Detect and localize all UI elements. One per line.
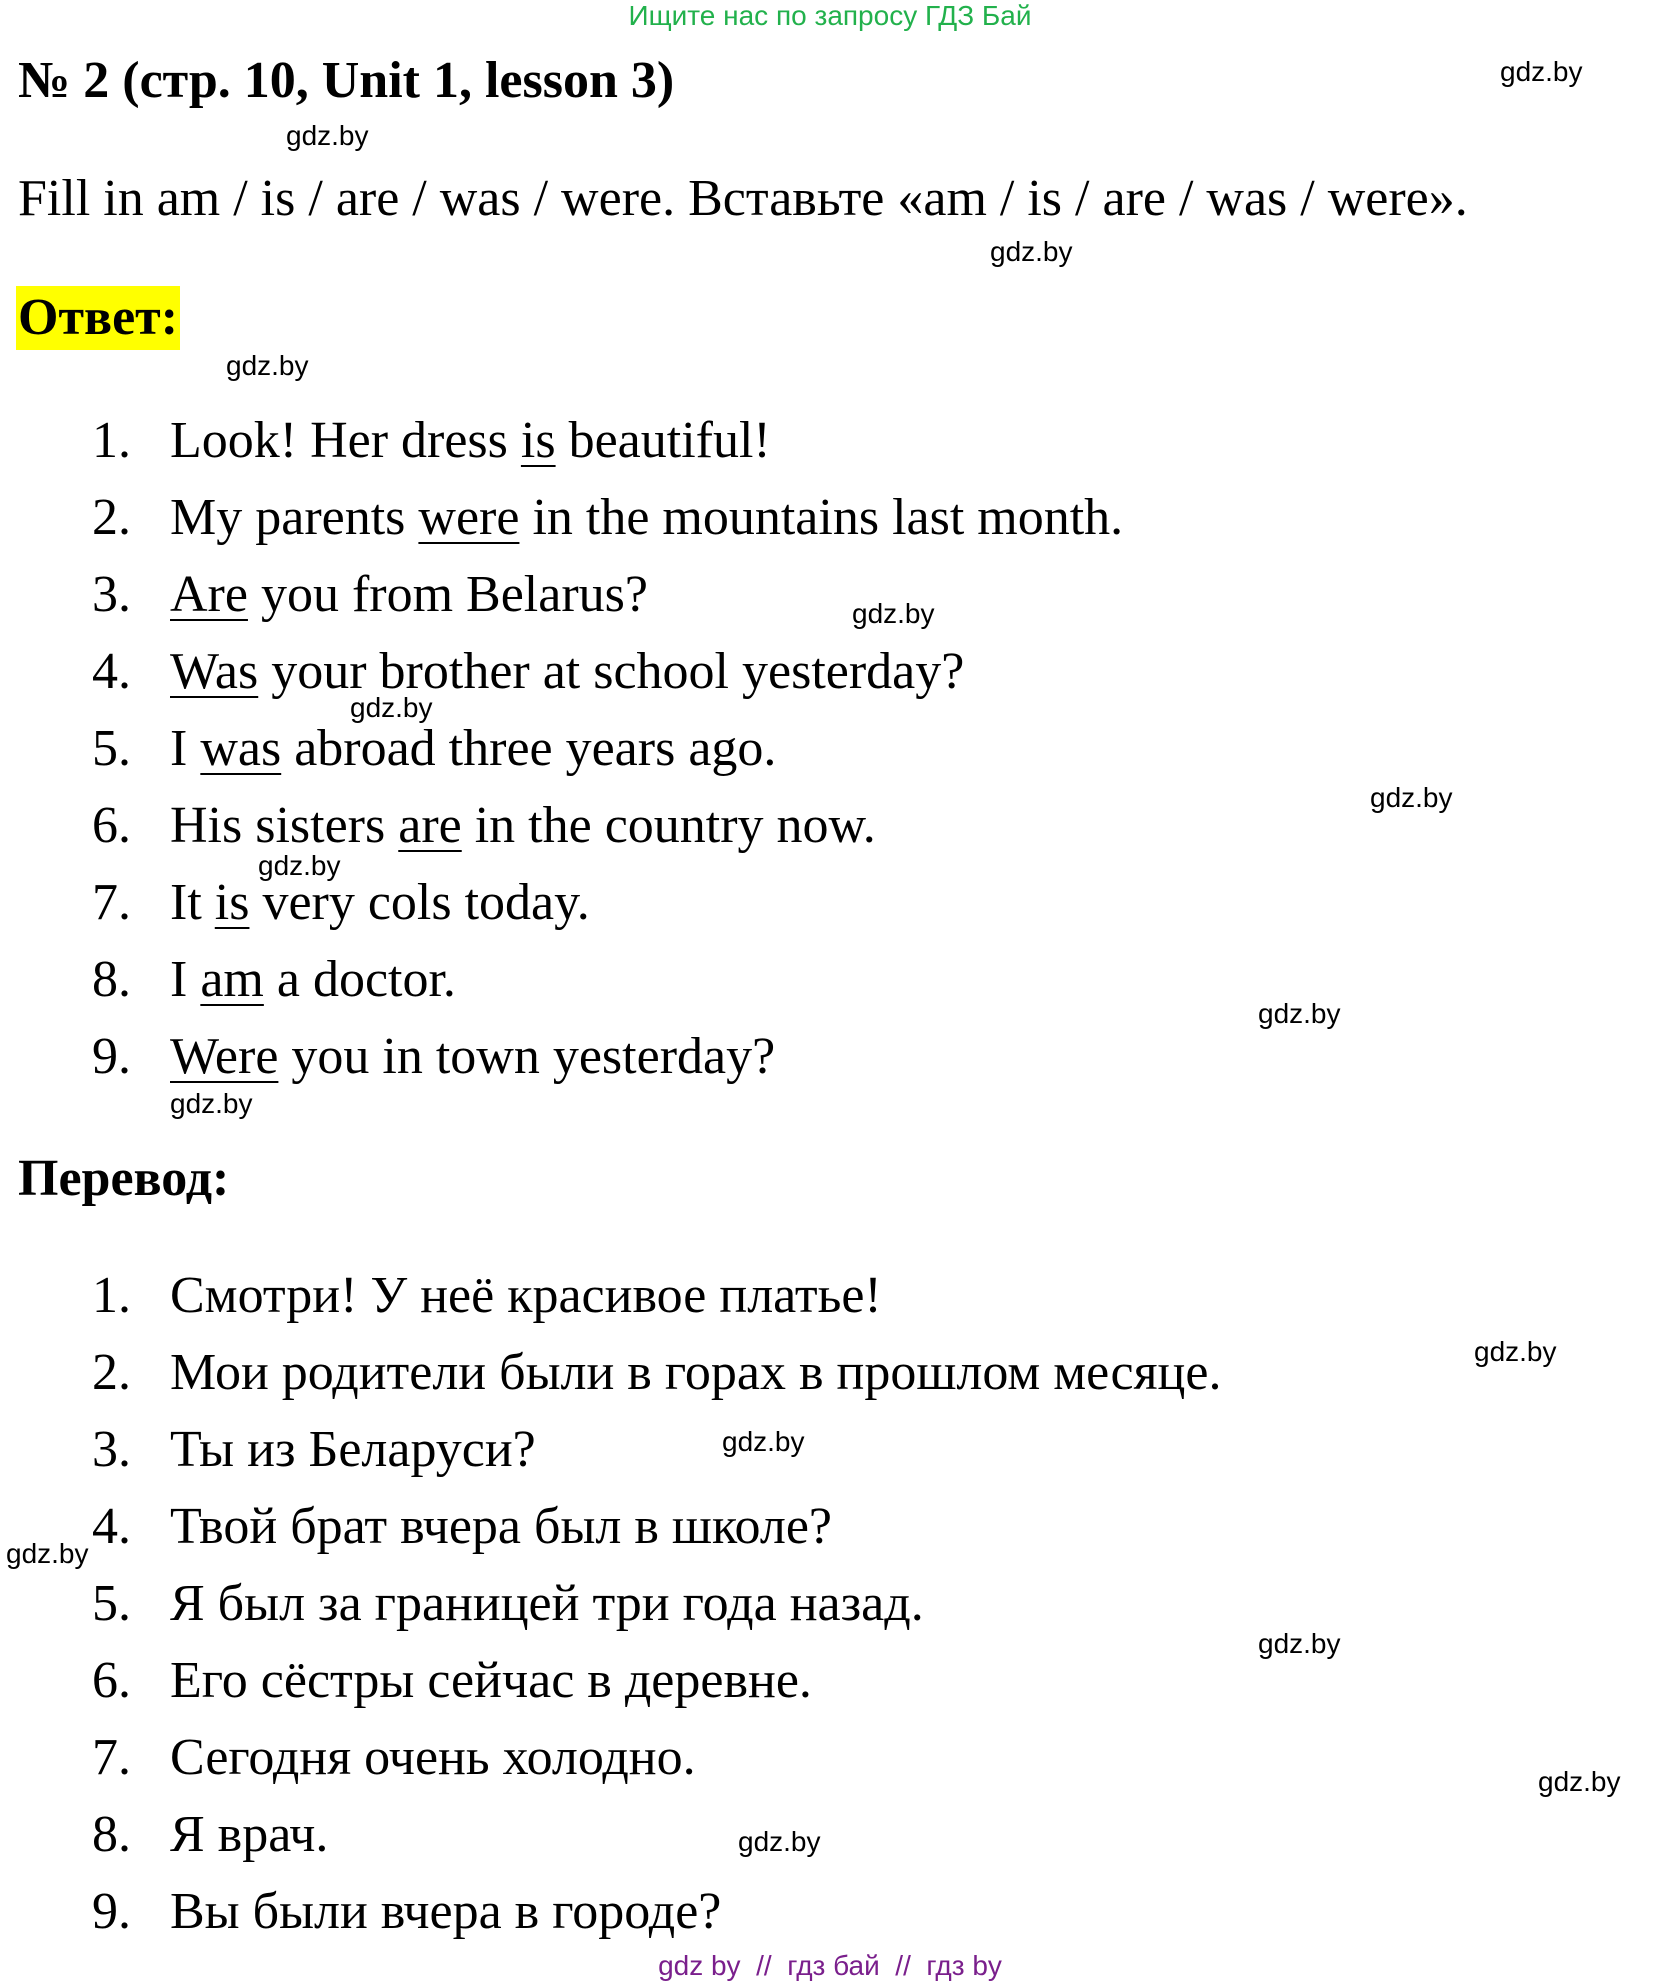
answer-heading: Ответ: (16, 286, 180, 350)
footer-links[interactable]: gdz by // гдз бай // гдз by (658, 1950, 1002, 1981)
item-number: 2. (92, 1344, 131, 1401)
item-number: 6. (92, 1652, 131, 1709)
translation-sentence: Его сёстры сейчас в деревне. (170, 1652, 812, 1709)
answer-sentence: I am a doctor. (170, 951, 456, 1008)
watermark: gdz.by (722, 1426, 805, 1457)
answer-sentence: My parents were in the mountains last month. (170, 489, 1124, 546)
filled-verb: were (418, 489, 520, 546)
translation-sentence: Смотри! У неё красивое платье! (170, 1267, 882, 1324)
filled-verb: are (398, 797, 462, 854)
translation-sentence: Твой брат вчера был в школе? (170, 1498, 832, 1555)
watermark: gdz.by (1370, 782, 1453, 813)
translation-sentence: Мои родители были в горах в прошлом месяце. (170, 1344, 1222, 1401)
top-banner[interactable]: Ищите нас по запросу ГДЗ Бай (628, 0, 1032, 31)
item-number: 7. (92, 1729, 131, 1786)
answer-sentence: Are you from Belarus? (170, 566, 648, 623)
item-number: 7. (92, 874, 131, 931)
translation-sentence: Ты из Беларуси? (170, 1421, 536, 1478)
answer-sentence: I was abroad three years ago. (170, 720, 777, 777)
item-number: 9. (92, 1028, 131, 1085)
watermark: gdz.by (350, 692, 433, 723)
answer-sentence: Was your brother at school yesterday? (170, 643, 965, 700)
item-number: 4. (92, 1498, 131, 1555)
watermark: gdz.by (852, 598, 935, 629)
watermark: gdz.by (1474, 1336, 1557, 1367)
answer-sentence: His sisters are in the country now. (170, 797, 876, 854)
watermark: gdz.by (1258, 1628, 1341, 1659)
item-number: 1. (92, 412, 131, 469)
item-number: 8. (92, 951, 131, 1008)
filled-verb: is (214, 874, 250, 931)
item-number: 3. (92, 1421, 131, 1478)
watermark: gdz.by (6, 1538, 89, 1569)
watermark: gdz.by (738, 1826, 821, 1857)
watermark: gdz.by (170, 1088, 253, 1119)
item-number: 9. (92, 1883, 131, 1940)
watermark: gdz.by (1538, 1766, 1621, 1797)
item-number: 2. (92, 489, 131, 546)
translation-sentence: Вы были вчера в городе? (170, 1883, 722, 1940)
watermark: gdz.by (258, 850, 341, 881)
watermark: gdz.by (1500, 56, 1583, 87)
item-number: 5. (92, 1575, 131, 1632)
filled-verb: was (200, 720, 282, 777)
exercise-instruction: Fill in am / is / are / was / were. Вставьте «am / is / are / was / were». (18, 170, 1468, 227)
item-number: 1. (92, 1267, 131, 1324)
answer-sentence: Look! Her dress is beautiful! (170, 412, 771, 469)
translation-sentence: Я врач. (170, 1806, 329, 1863)
translation-sentence: Я был за границей три года назад. (170, 1575, 924, 1632)
page-title: № 2 (стр. 10, Unit 1, lesson 3) (18, 52, 675, 109)
item-number: 4. (92, 643, 131, 700)
filled-verb: is (520, 412, 556, 469)
translation-heading: Перевод: (18, 1150, 230, 1207)
item-number: 8. (92, 1806, 131, 1863)
watermark: gdz.by (1258, 998, 1341, 1029)
item-number: 5. (92, 720, 131, 777)
answer-sentence: Were you in town yesterday? (170, 1028, 776, 1085)
item-number: 6. (92, 797, 131, 854)
watermark: gdz.by (286, 120, 369, 151)
translation-sentence: Сегодня очень холодно. (170, 1729, 696, 1786)
answer-sentence: It is very cols today. (170, 874, 590, 931)
filled-verb: am (200, 951, 264, 1008)
watermark: gdz.by (226, 350, 309, 381)
watermark: gdz.by (990, 236, 1073, 267)
filled-verb: Are (170, 566, 248, 623)
item-number: 3. (92, 566, 131, 623)
filled-verb: Were (170, 1028, 279, 1085)
filled-verb: Was (170, 643, 259, 700)
